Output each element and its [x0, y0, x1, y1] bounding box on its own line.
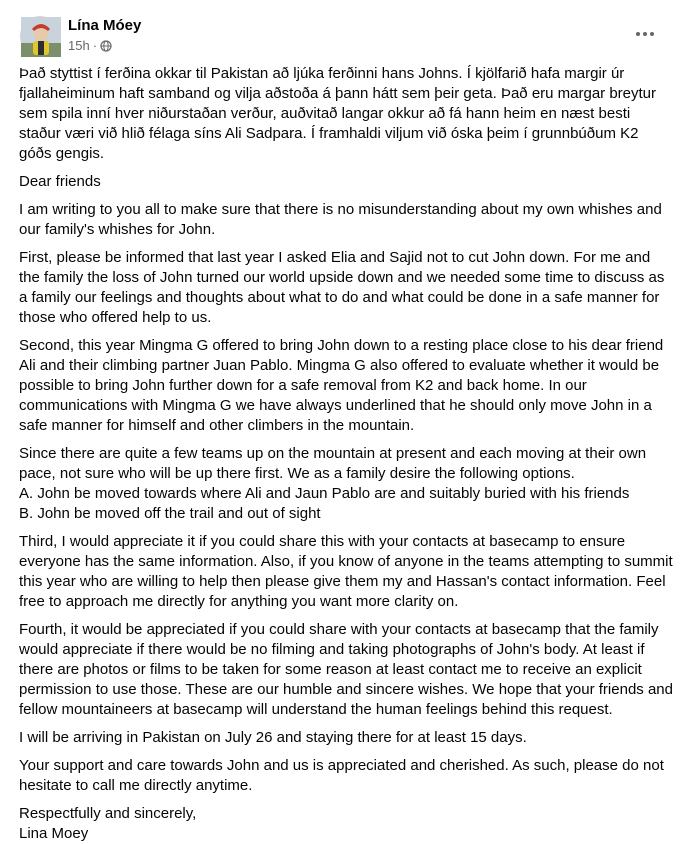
- avatar[interactable]: [20, 16, 60, 56]
- paragraph-fourth: Fourth, it would be appreciated if you could share with your contacts at basecamp that the family would appreciate if there would be no filming and taking photographs of John's body. At least if there are photos or films to be taken for some reason at least contact me to receive an explicit permission to use those. These are our humble and sincere wishes. We hope that your friends and fellow mountaineers at basecamp will understand the human feelings behind this request.: [19, 621, 673, 718]
- paragraph-support: Your support and care towards John and us is appreciated and cherished. As such, please do not hesitate to call me directly anytime.: [19, 757, 664, 794]
- paragraph-first: First, please be informed that last year I asked Elia and Sajid not to cut John down. For me and the family the loss of John turned our world upside down and we needed some time to discuss as a family our feelings and thoughts about what to do and what could be done in a safe manner for those who offered help to us.: [19, 249, 665, 326]
- paragraph-icelandic: Það styttist í ferðina okkar til Pakistan að ljúka ferðinni hans Johns. Í kjölfarið hafa margir úr fjallaheiminum haft samband og vilja aðstoða á þann hátt sem þeir geta. Það eru margar breytur sem spila inní hver niðurstaðan verður, auðvitað langar okkur að fá hann heim en næst besti staður væri við hlið félaga síns Ali Sadpara. Í framhaldi viljum við óska þeim í grunnbúðum K2 góðs gengis.: [19, 65, 657, 162]
- paragraph-third: Third, I would appreciate it if you could share this with your contacts at basecamp to ensure everyone has the same information. Also, if you know of anyone in the teams attempting to summit this year who are willing to help then please give them my and Hassan's contact information. Feel free to approach me directly for anything you want more clarity on.: [19, 533, 673, 610]
- paragraph-intro: I am writing to you all to make sure that there is no misunderstanding about my own whishes and our family's whishes for John.: [19, 201, 662, 238]
- post-header: [20, 14, 671, 58]
- globe-icon[interactable]: [100, 40, 112, 52]
- paragraph-arrival: I will be arriving in Pakistan on July 26 and staying there for at least 15 days.: [19, 729, 527, 746]
- post-time[interactable]: 15h: [68, 38, 90, 53]
- author-name[interactable]: Lína Móey: [68, 17, 142, 34]
- post-text: [19, 64, 674, 844]
- post-meta: [68, 38, 112, 53]
- more-horizontal-icon[interactable]: [631, 24, 659, 44]
- avatar-image: [21, 17, 61, 57]
- signature: Lina Moey: [19, 825, 89, 842]
- paragraph-greeting: Dear friends: [19, 173, 101, 190]
- paragraph-second: Second, this year Mingma G offered to bring John down to a resting place close to his dear friend Ali and their climbing partner Juan Pablo. Mingma G also offered to evaluate whether it would be possible to bring John further down for a safe removal from K2 and back home. In our communications with Mingma G we have always underlined that he should only move John in a safe manner for himself and other climbers in the mountain.: [19, 337, 664, 434]
- option-a: A. John be moved towards where Ali and Jaun Pablo are and suitably buried with his friends: [19, 485, 630, 502]
- meta-separator: ·: [92, 38, 98, 53]
- option-b: B. John be moved off the trail and out of sight: [19, 505, 321, 522]
- paragraph-options: [19, 444, 674, 524]
- options-intro: Since there are quite a few teams up on the mountain at present and each moving at their own pace, not sure who will be up there first. We as a family desire the following options.: [19, 445, 647, 482]
- signoff: Respectfully and sincerely,: [19, 805, 197, 822]
